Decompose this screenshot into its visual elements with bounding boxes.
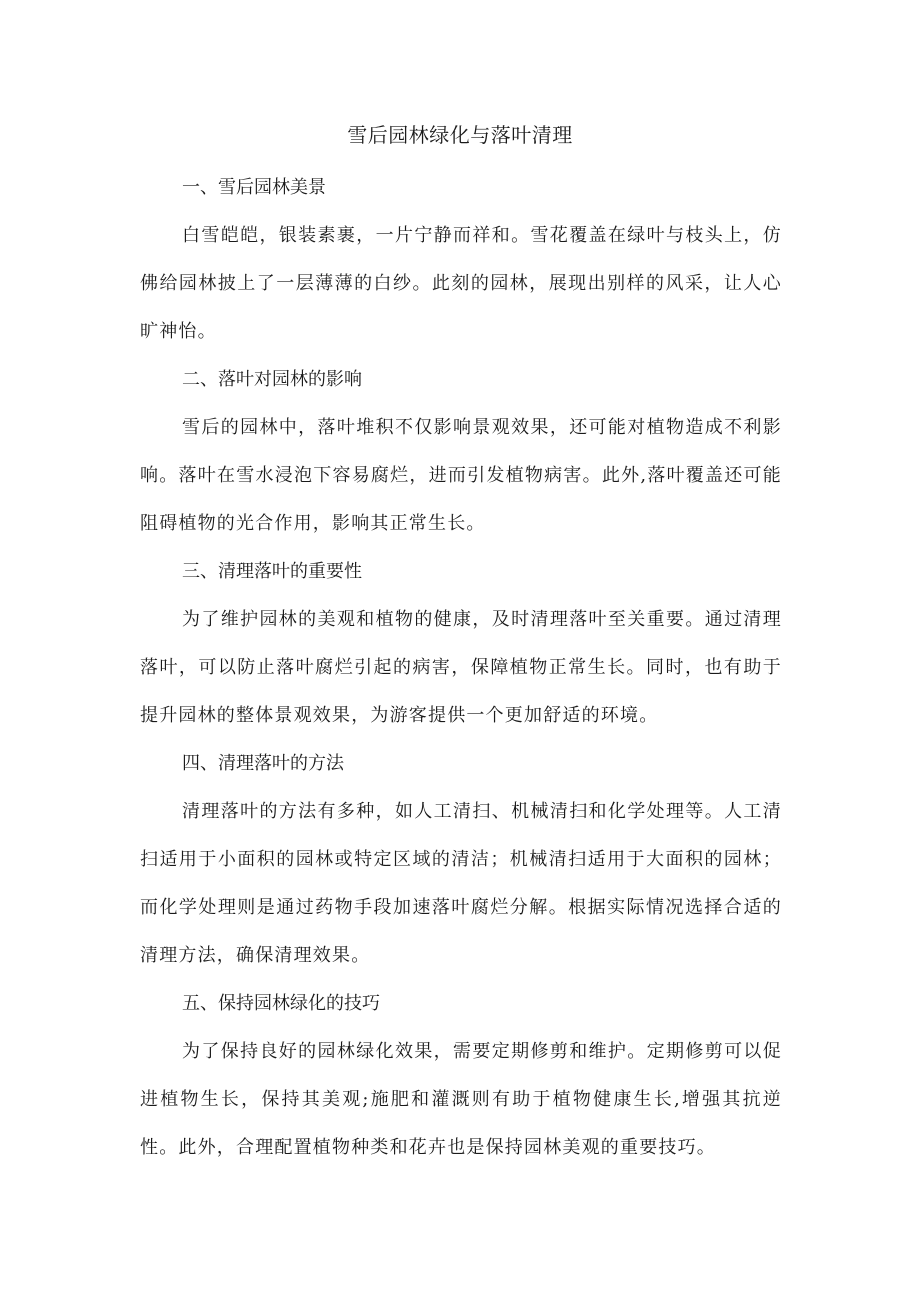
- section-4: [140, 740, 782, 980]
- section-heading: 二、落叶对园林的影响: [182, 369, 362, 390]
- section-heading: 四、清理落叶的方法: [182, 753, 344, 774]
- section-paragraph: 白雪皑皑，银装素裹，一片宁静而祥和。雪花覆盖在绿叶与枝头上，仿佛给园林披上了一层薄薄的白纱。此刻的园林，展现出别样的风采，让人心旷神怡。: [140, 225, 782, 342]
- section-heading: 一、雪后园林美景: [182, 177, 326, 198]
- section-heading: 五、保持园林绿化的技巧: [182, 993, 380, 1014]
- section-heading: 三、清理落叶的重要性: [182, 561, 362, 582]
- section-paragraph: 为了保持良好的园林绿化效果，需要定期修剪和维护。定期修剪可以促进植物生长，保持其美观;施肥和灌溉则有助于植物健康生长,增强其抗逆性。此外，合理配置植物种类和花卉也是保持园林美观的重要技巧。: [140, 1041, 782, 1158]
- section-2: [140, 356, 782, 548]
- section-3: [140, 548, 782, 740]
- section-1: [140, 164, 782, 356]
- section-paragraph: 清理落叶的方法有多种，如人工清扫、机械清扫和化学处理等。人工清扫适用于小面积的园林或特定区域的清洁；机械清扫适用于大面积的园林；而化学处理则是通过药物手段加速落叶腐烂分解。根据实际情况选择合适的清理方法，确保清理效果。: [140, 801, 782, 966]
- document-title: 雪后园林绿化与落叶清理: [347, 123, 573, 147]
- section-5: [140, 980, 782, 1172]
- section-paragraph: 为了维护园林的美观和植物的健康，及时清理落叶至关重要。通过清理落叶，可以防止落叶腐烂引起的病害，保障植物正常生长。同时，也有助于提升园林的整体景观效果，为游客提供一个更加舒适的环境。: [140, 609, 782, 726]
- document-body: [140, 164, 782, 1172]
- section-paragraph: 雪后的园林中，落叶堆积不仅影响景观效果，还可能对植物造成不利影响。落叶在雪水浸泡下容易腐烂，进而引发植物病害。此外,落叶覆盖还可能阻碍植物的光合作用，影响其正常生长。: [140, 417, 782, 534]
